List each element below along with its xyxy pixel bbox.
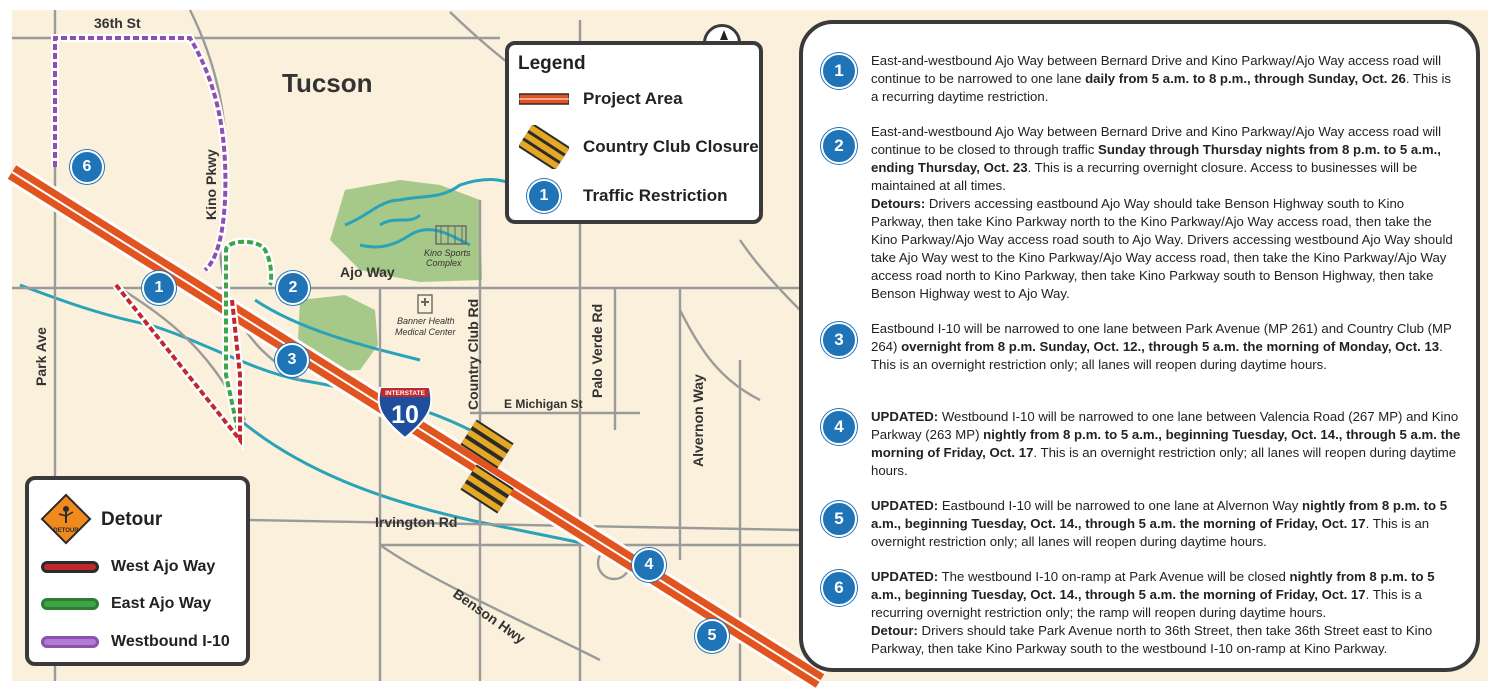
restriction-run: Sunday through Thursday nights from 8 p.m. to 5 a.m., ending Thursday, Oct. 23 [871, 142, 1441, 175]
detour-label-westbound-i10: Westbound I-10 [111, 633, 230, 650]
closure-hatch-icon [519, 125, 569, 169]
west-ajo-line-icon [41, 561, 99, 573]
restriction-text-2 [871, 123, 1461, 303]
label-e-michigan-st: E Michigan St [504, 397, 583, 411]
restriction-text-5 [871, 497, 1461, 551]
legend-title: Legend [518, 53, 586, 74]
legend-item-traffic-restriction [519, 179, 728, 213]
legend-panel [505, 41, 763, 224]
map-marker-2[interactable]: 2 [276, 271, 310, 305]
restriction-text-3 [871, 320, 1461, 374]
label-banner-1: Banner Health [397, 316, 455, 326]
restriction-run: overnight from 8 p.m. Sunday, Oct. 12., through 5 a.m. the morning of Monday, Oct. 13 [901, 339, 1440, 354]
legend-label-country-club: Country Club Closure [583, 137, 759, 156]
legend-item-country-club [519, 125, 759, 169]
east-ajo-line-icon [41, 598, 99, 610]
detour-item-east-ajo [41, 595, 211, 613]
label-ajo-way: Ajo Way [340, 264, 395, 280]
restriction-badge-1: 1 [821, 53, 857, 89]
detour-sign-icon [39, 492, 93, 546]
restriction-run: Drivers should take Park Avenue north to 36th Street, then take 36th Street east to Kino Parkway, then take Kino Parkway south to the westbound I-10 on-ramp at Kino Parkway. [871, 623, 1433, 656]
restriction-run: UPDATED: [871, 569, 939, 584]
label-alvernon-way: Alvernon Way [690, 374, 706, 467]
westbound-i10-line-icon [41, 636, 99, 648]
label-benson-hwy: Benson Hwy [450, 585, 529, 647]
shield-label: INTERSTATE [385, 390, 425, 397]
restriction-run: . This is an overnight restriction only; all lanes will reopen during daytime hours. [871, 445, 1457, 478]
label-country-club-rd: Country Club Rd [465, 298, 481, 410]
legend-item-project-area [519, 89, 683, 109]
detour-label-east-ajo: East Ajo Way [111, 595, 212, 612]
restriction-text-1 [871, 52, 1461, 106]
restriction-run: UPDATED: [871, 409, 939, 424]
detour-item-westbound-i10 [41, 633, 230, 651]
label-banner-2: Medical Center [395, 327, 456, 337]
restriction-run: . This is a recurring overnight restriction only; the ramp will reopen during daytime hours. [871, 587, 1422, 620]
restriction-run: The westbound I-10 on-ramp at Park Avenue will be closed [938, 569, 1290, 584]
restriction-run: Eastbound I-10 will be narrowed to one lane at Alvernon Way [938, 498, 1303, 513]
restriction-badge-4: 4 [821, 409, 857, 445]
restriction-badge-6: 6 [821, 570, 857, 606]
label-36th-st: 36th St [94, 15, 141, 31]
restriction-run: . This is an overnight restriction only; all lanes will reopen during daytime hours. [871, 339, 1443, 372]
shield-number: 10 [391, 401, 419, 429]
restriction-run: East-and-westbound Ajo Way between Bernard Drive and Kino Parkway/Ajo Way access road will continue to be closed to through traffic [871, 124, 1442, 157]
restriction-run: Eastbound I-10 will be narrowed to one lane between Park Avenue (MP 261) and Country Club (MP 264) [871, 321, 1452, 354]
restriction-run: nightly from 8 p.m. to 5 a.m., beginning Tuesday, Oct. 14., through 5 a.m. the morning of Friday, Oct. 17 [871, 427, 1461, 460]
restriction-run: Detours: [871, 196, 926, 211]
restriction-run: East-and-westbound Ajo Way between Bernard Drive and Kino Parkway/Ajo Way access road will continue to be narrowed to one lane [871, 53, 1442, 86]
restriction-text-6 [871, 568, 1461, 658]
project-area-icon [519, 92, 569, 106]
label-kino-sports-2: Complex [426, 258, 462, 268]
restrictions-panel [799, 20, 1480, 672]
legend-label-project-area: Project Area [583, 89, 683, 108]
detour-item-west-ajo [41, 558, 215, 576]
map-marker-5[interactable]: 5 [695, 619, 729, 653]
traffic-restriction-icon: 1 [527, 179, 561, 213]
detour-sign-text: DETOUR [53, 528, 79, 534]
label-tucson: Tucson [282, 68, 373, 98]
restriction-run: Westbound I-10 will be narrowed to one lane between Valencia Road (267 MP) and Kino Parkway (263 MP) [871, 409, 1459, 442]
restriction-run: Detour: [871, 623, 918, 638]
restriction-badge-3: 3 [821, 322, 857, 358]
restriction-run: . This is an overnight restriction only; all lanes will reopen during daytime hours. [871, 516, 1430, 549]
label-kino-sports-1: Kino Sports [424, 248, 471, 258]
label-palo-verde-rd: Palo Verde Rd [589, 303, 605, 398]
label-irvington-rd: Irvington Rd [375, 514, 458, 530]
restriction-run: daily from 5 a.m. to 8 p.m., through Sunday, Oct. 26 [1085, 71, 1406, 86]
legend-label-traffic-restriction: Traffic Restriction [583, 186, 728, 205]
detour-title: Detour [101, 509, 163, 530]
restriction-run: nightly from 8 p.m. to 5 a.m., beginning Tuesday, Oct. 14., through 5 a.m. the morning of Friday, Oct. 17 [871, 569, 1435, 602]
restriction-badge-5: 5 [821, 501, 857, 537]
restriction-run: . This is a recurring daytime restriction. [871, 71, 1452, 104]
restriction-run: . This is a recurring overnight closure. Access to businesses will be maintained at all times. [871, 160, 1418, 193]
label-kino-pkwy: Kino Pkwy [203, 149, 219, 220]
restriction-run: UPDATED: [871, 498, 939, 513]
map-marker-1[interactable]: 1 [142, 271, 176, 305]
detour-label-west-ajo: West Ajo Way [111, 558, 216, 575]
map-marker-3[interactable]: 3 [275, 343, 309, 377]
map-marker-4[interactable]: 4 [632, 548, 666, 582]
map-marker-6[interactable]: 6 [70, 150, 104, 184]
restriction-badge-2: 2 [821, 128, 857, 164]
restriction-run: nightly from 8 p.m. to 5 a.m., beginning Tuesday, Oct. 14., through 5 a.m. the morning of Friday, Oct. 17 [871, 498, 1448, 531]
restriction-text-4 [871, 408, 1461, 480]
detour-panel [25, 476, 250, 666]
label-park-ave: Park Ave [33, 327, 49, 386]
restriction-run: Drivers accessing eastbound Ajo Way should take Benson Highway south to Kino Parkway, then take Kino Parkway north to the Kino Parkway/Ajo Way access road, then take the Kino Parkway/Ajo Way access road south to Ajo Way. Drivers accessing westbound Ajo Way should take Ajo Way west to the Kino Parkway/Ajo Way access road, then take the Kino Parkway/Ajo Way access road north to Kino Parkway, then take Kino Parkway south to Benson Highway, then take Benson Highway west to Ajo Way. [871, 196, 1453, 301]
